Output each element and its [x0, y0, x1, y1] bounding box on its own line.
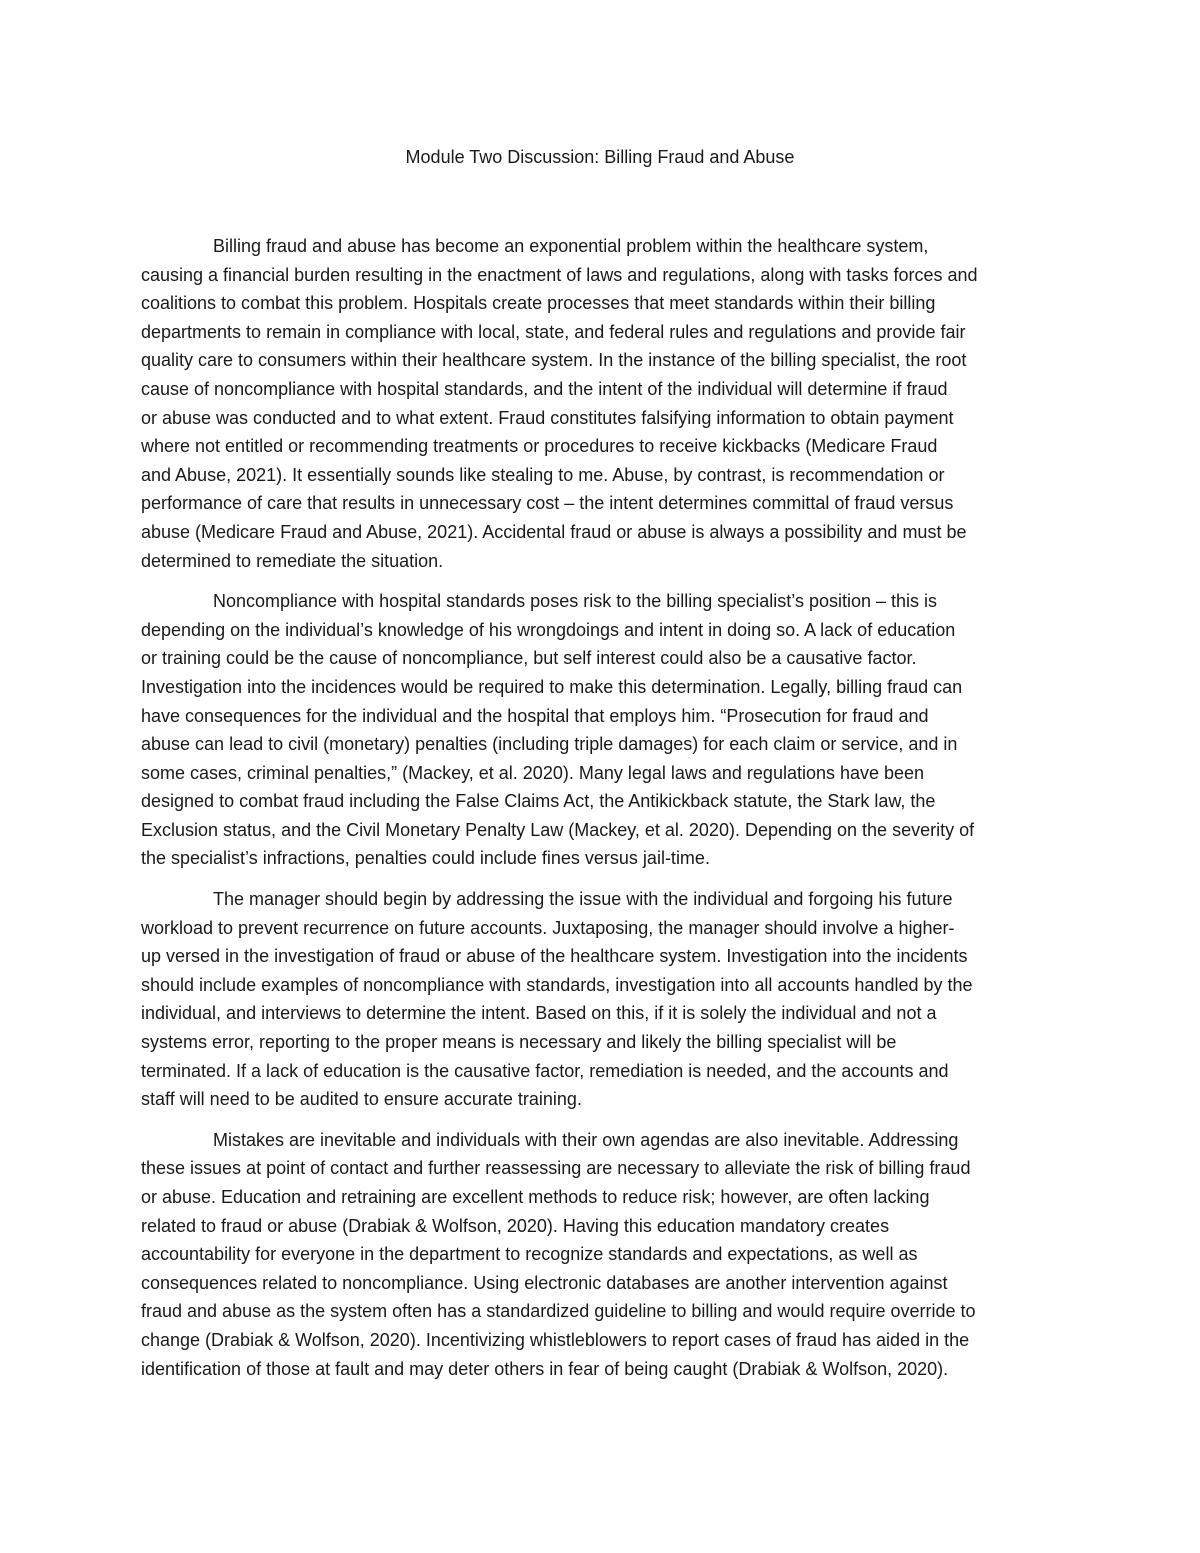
paragraph-1	[141, 232, 1061, 575]
paragraph-line: these issues at point of contact and further reassessing are necessary to alleviate the risk of billing fraud	[141, 1158, 971, 1179]
paragraph-4	[141, 1126, 1061, 1383]
paragraph-line: the specialist’s infractions, penalties could include fines versus jail-time.	[141, 848, 710, 869]
document-title: Module Two Discussion: Billing Fraud and Abuse	[405, 147, 795, 167]
paragraph-line: abuse can lead to civil (monetary) penalties (including triple damages) for each claim or service, and in	[141, 734, 958, 755]
paragraph-line: Exclusion status, and the Civil Monetary Penalty Law (Mackey, et al. 2020). Depending on the severity of	[141, 819, 975, 840]
paragraph-3	[141, 885, 1061, 1114]
paragraph-line: should include examples of noncompliance with standards, investigation into all accounts handled by the	[141, 974, 973, 995]
paragraph-line: change (Drabiak & Wolfson, 2020). Incentivizing whistleblowers to report cases of fraud has aided in the	[141, 1329, 970, 1350]
paragraph-line: Billing fraud and abuse has become an exponential problem within the healthcare system,	[213, 236, 929, 256]
paragraph-line: up versed in the investigation of fraud or abuse of the healthcare system. Investigation into the incidents	[141, 946, 968, 967]
paragraph-line: Investigation into the incidences would be required to make this determination. Legally, billing fraud can	[141, 676, 963, 697]
paragraph-line: departments to remain in compliance with local, state, and federal rules and regulations and provide fair	[141, 321, 966, 342]
paragraph-line: cause of noncompliance with hospital standards, and the intent of the individual will determine if fraud	[141, 378, 948, 399]
paragraph-line: depending on the individual’s knowledge of his wrongdoings and intent in doing so. A lack of education	[141, 619, 956, 640]
paragraph-line: accountability for everyone in the department to recognize standards and expectations, as well as	[141, 1244, 918, 1265]
paragraph-line: staff will need to be audited to ensure accurate training.	[141, 1089, 582, 1110]
paragraph-line: or abuse was conducted and to what extent. Fraud constitutes falsifying information to obtain payment	[141, 407, 954, 428]
paragraph-line: Noncompliance with hospital standards poses risk to the billing specialist’s position – this is	[213, 591, 938, 612]
document-body	[141, 232, 1061, 1383]
paragraph-line: where not entitled or recommending treatments or procedures to receive kickbacks (Medicare Fraud	[141, 436, 938, 457]
paragraph-line: fraud and abuse as the system often has a standardized guideline to billing and would require override to	[141, 1301, 976, 1322]
paragraph-line: Mistakes are inevitable and individuals with their own agendas are also inevitable. Addressing	[213, 1129, 959, 1150]
paragraph-line: terminated. If a lack of education is the causative factor, remediation is needed, and the accounts and	[141, 1060, 949, 1081]
paragraph-line: quality care to consumers within their healthcare system. In the instance of the billing specialist, the root	[141, 350, 967, 371]
paragraph-line: and Abuse, 2021). It essentially sounds like stealing to me. Abuse, by contrast, is recommendation or	[141, 464, 945, 485]
paragraph-line: abuse (Medicare Fraud and Abuse, 2021). Accidental fraud or abuse is always a possibility and must be	[141, 521, 967, 542]
paragraph-line: or training could be the cause of noncompliance, but self interest could also be a causative factor.	[141, 648, 917, 669]
paragraph-line: workload to prevent recurrence on future accounts. Juxtaposing, the manager should involve a higher-	[141, 917, 955, 938]
paragraph-line: identification of those at fault and may deter others in fear of being caught (Drabiak & Wolfson, 2020).	[141, 1358, 949, 1379]
paragraph-line: consequences related to noncompliance. Using electronic databases are another intervention against	[141, 1272, 948, 1293]
paragraph-line: related to fraud or abuse (Drabiak & Wolfson, 2020). Having this education mandatory creates	[141, 1215, 890, 1236]
paragraph-line: individual, and interviews to determine the intent. Based on this, if it is solely the individual and not a	[141, 1003, 937, 1024]
paragraph-line: coalitions to combat this problem. Hospitals create processes that meet standards within their billing	[141, 293, 936, 314]
paragraph-line: causing a financial burden resulting in the enactment of laws and regulations, along with tasks forces and	[141, 264, 978, 285]
paragraph-line: determined to remediate the situation.	[141, 550, 444, 571]
paragraph-line: some cases, criminal penalties,” (Mackey, et al. 2020). Many legal laws and regulations have been	[141, 762, 925, 783]
paragraph-line: have consequences for the individual and the hospital that employs him. “Prosecution for fraud and	[141, 705, 929, 726]
paragraph-line: performance of care that results in unnecessary cost – the intent determines committal of fraud versus	[141, 493, 954, 514]
paragraph-line: or abuse. Education and retraining are excellent methods to reduce risk; however, are often lacking	[141, 1187, 930, 1207]
paragraph-2	[141, 587, 1061, 873]
paragraph-line: The manager should begin by addressing the issue with the individual and forgoing his future	[213, 889, 953, 910]
paragraph-line: systems error, reporting to the proper means is necessary and likely the billing specialist will be	[141, 1032, 897, 1053]
paragraph-line: designed to combat fraud including the False Claims Act, the Antikickback statute, the Stark law, the	[141, 791, 936, 812]
